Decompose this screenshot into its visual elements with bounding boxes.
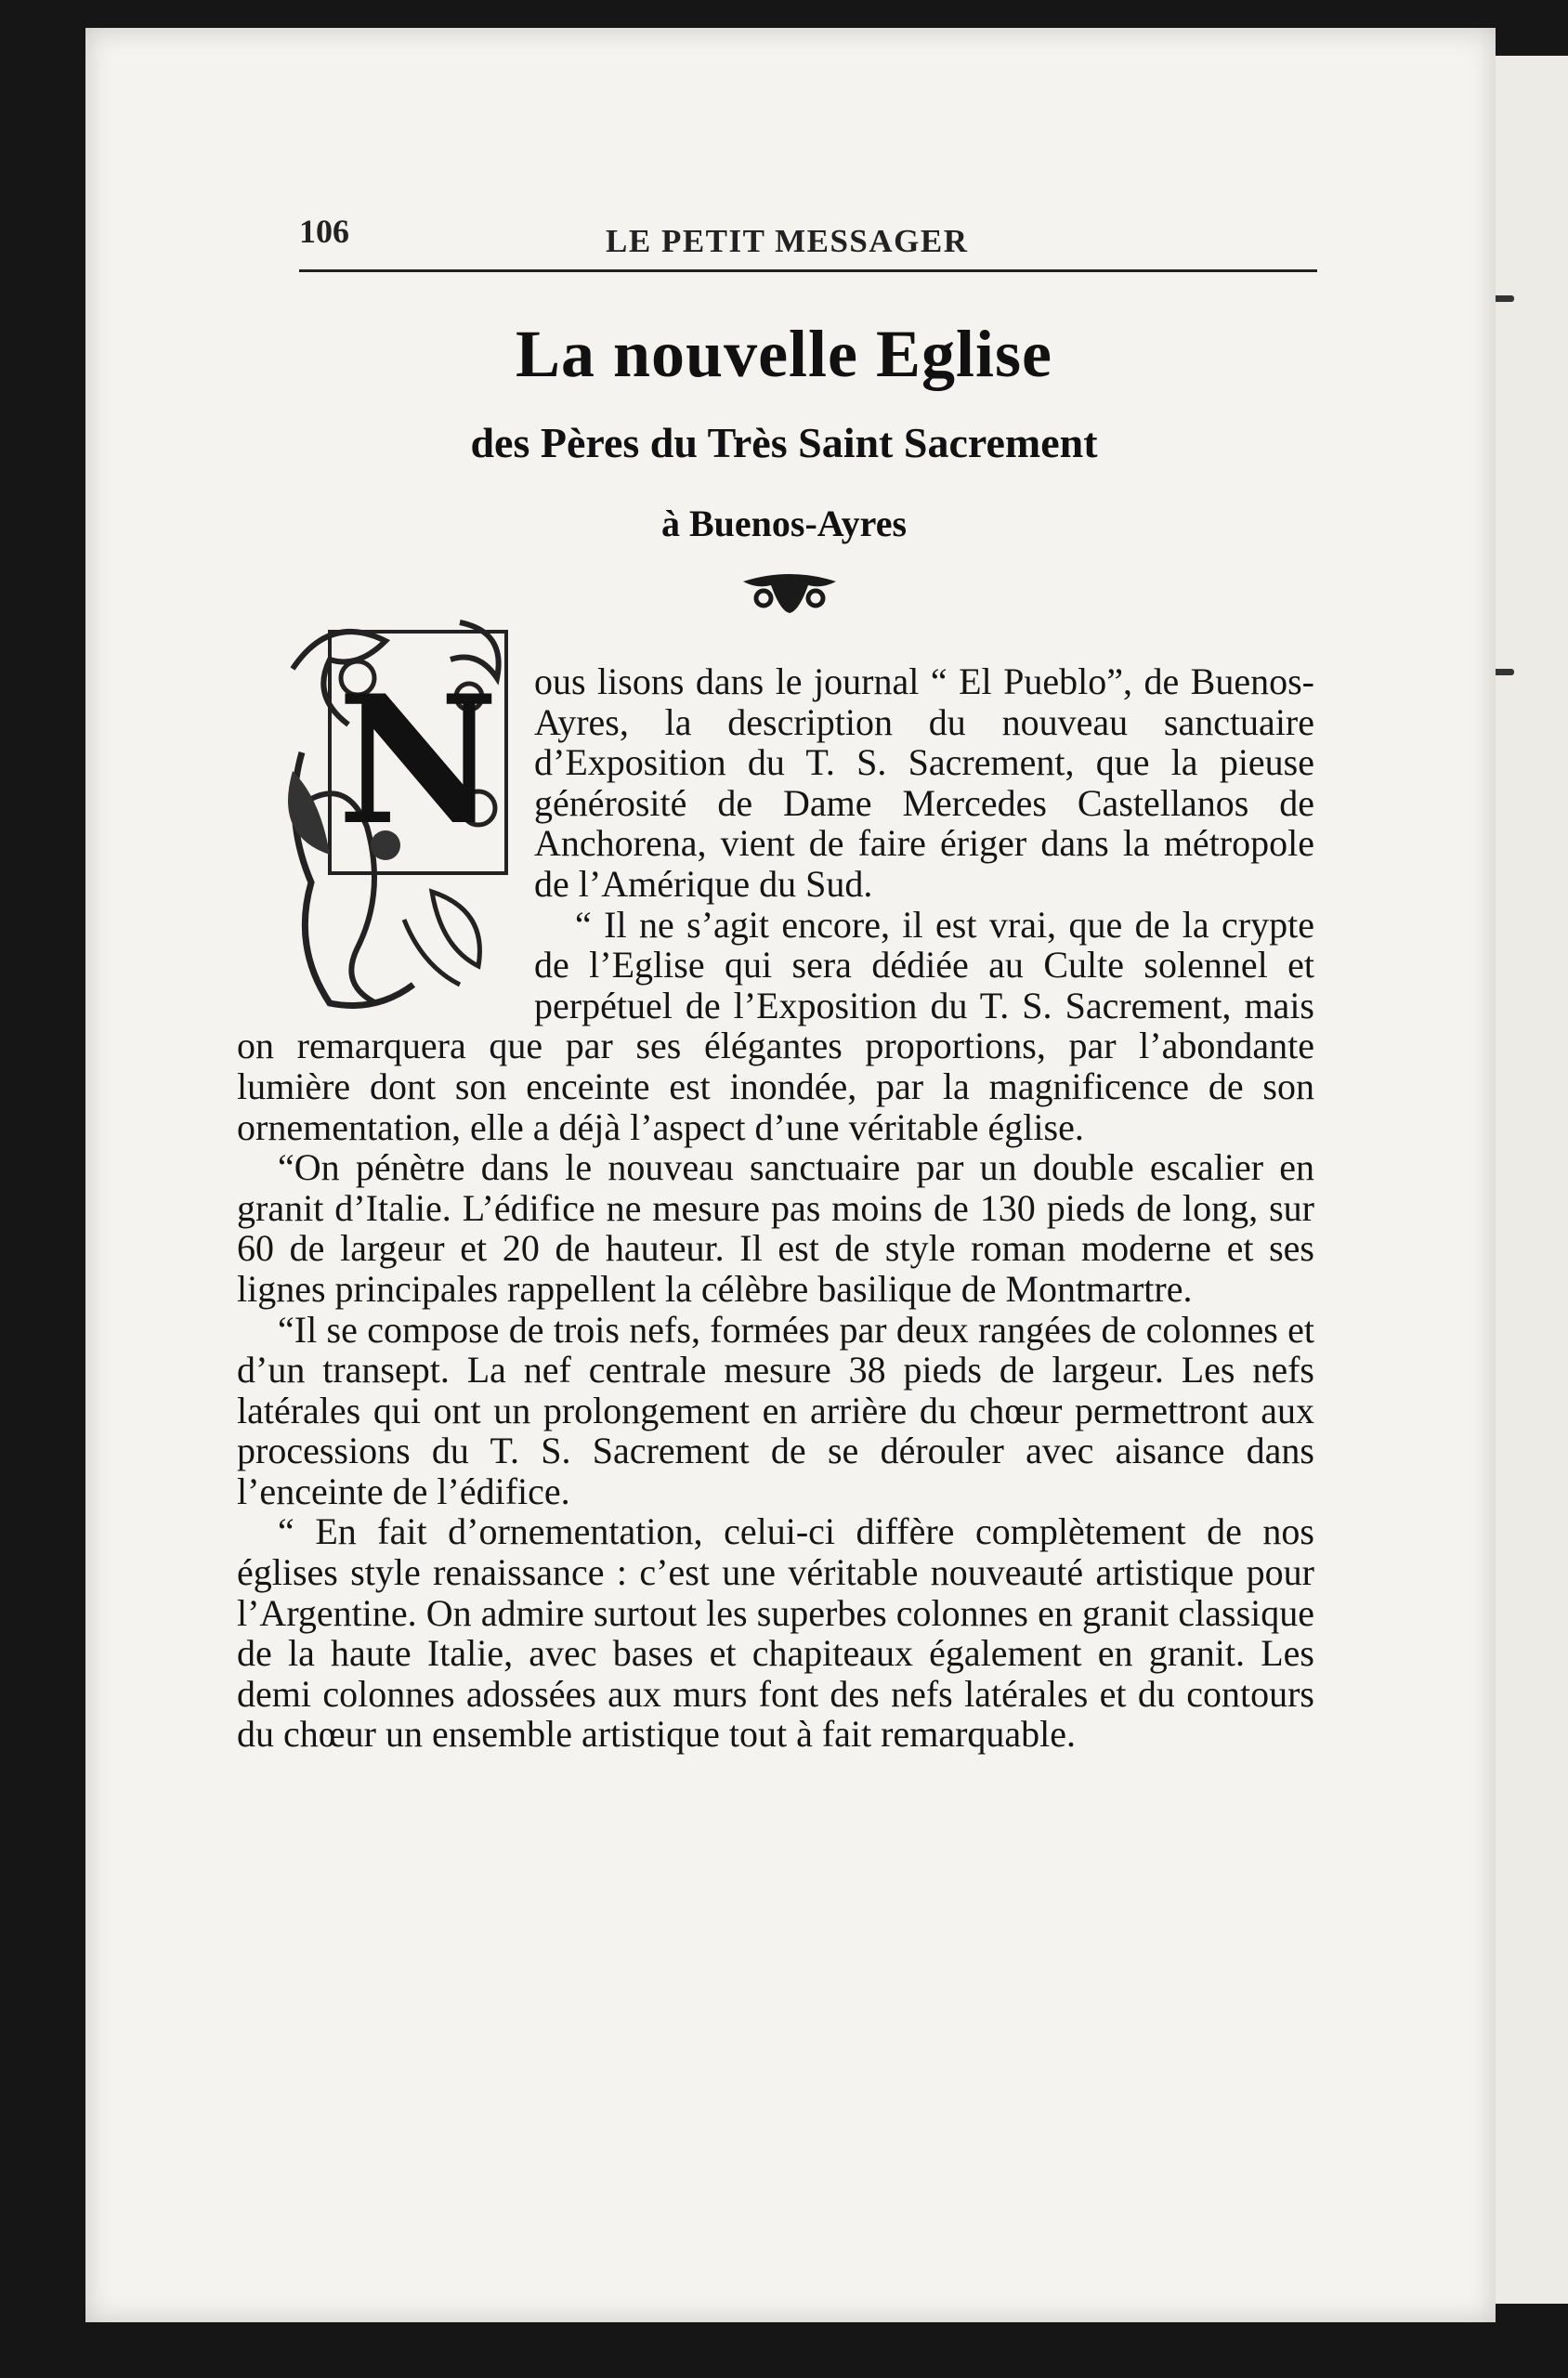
paragraph: ous lisons dans le journal “ El Pueblo”, de Buenos-Ayres, la description du nouveau sanctuaire d’Exposition du T. S. Sacrement, que la pieuse générosité de Dame Mercedes Castellanos de Anchorena, vient de faire ériger dans la métropole de l’Amérique du Sud.	[534, 660, 1314, 905]
page-header	[299, 206, 1317, 272]
paragraph: “Il se compose de trois nefs, formées par deux rangées de colonnes et d’un transept. La nef centrale mesure 38 pieds de largeur. Les nefs latérales qui ont un prolongement en arrière du chœur permettront aux processions du T. S. Sacrement de se dérouler avec aisance dans l’enceinte de l’édifice.	[237, 1308, 1314, 1512]
paragraph: “On pénètre dans le nouveau sanctuaire par un double escalier en granit d’Italie. L’édifice ne mesure pas moins de 130 pieds de long, sur 60 de largeur et 20 de hauteur. Il est de style roman moderne et ses lignes principales rappellent la célèbre basilique de Montmartre.	[237, 1146, 1314, 1310]
title-ornament	[734, 565, 845, 621]
page-number: 106	[299, 213, 349, 250]
article-subtitle-place: à Buenos-Ayres	[660, 503, 908, 544]
drop-cap-letter: N	[337, 657, 499, 864]
running-head: LE PETIT MESSAGER	[606, 223, 969, 259]
paragraph: “ En fait d’ornementation, celui-ci diffère complètement de nos églises style renaissance : c’est une véritable nouveauté artistique pour l’Argentine. On admire surtout les superbes colonnes en granit classique de la haute Italie, avec bases et chapiteaux également en granit. Les demi colonnes adossées aux murs font des nefs latérales et du contours du chœur un ensemble artistique tout à fait remarquable.	[237, 1510, 1314, 1756]
article-body	[237, 661, 1314, 1755]
article-subtitle: des Pères du Très Saint Sacrement	[470, 419, 1098, 466]
article-title: La nouvelle Eglise	[515, 317, 1053, 391]
paragraph: “ Il ne s’agit encore, il est vrai, que de la crypte de l’Eglise qui sera dédiée au Culte solennel et perpétuel de l’Exposition du T. S. Sacrement, mais on remarquera que par ses élégantes proportions, par l’abondante lumière dont son enceinte est inondée, par la magnificence de son ornementation, elle a déjà l’aspect d’une véritable église.	[237, 903, 1314, 1148]
